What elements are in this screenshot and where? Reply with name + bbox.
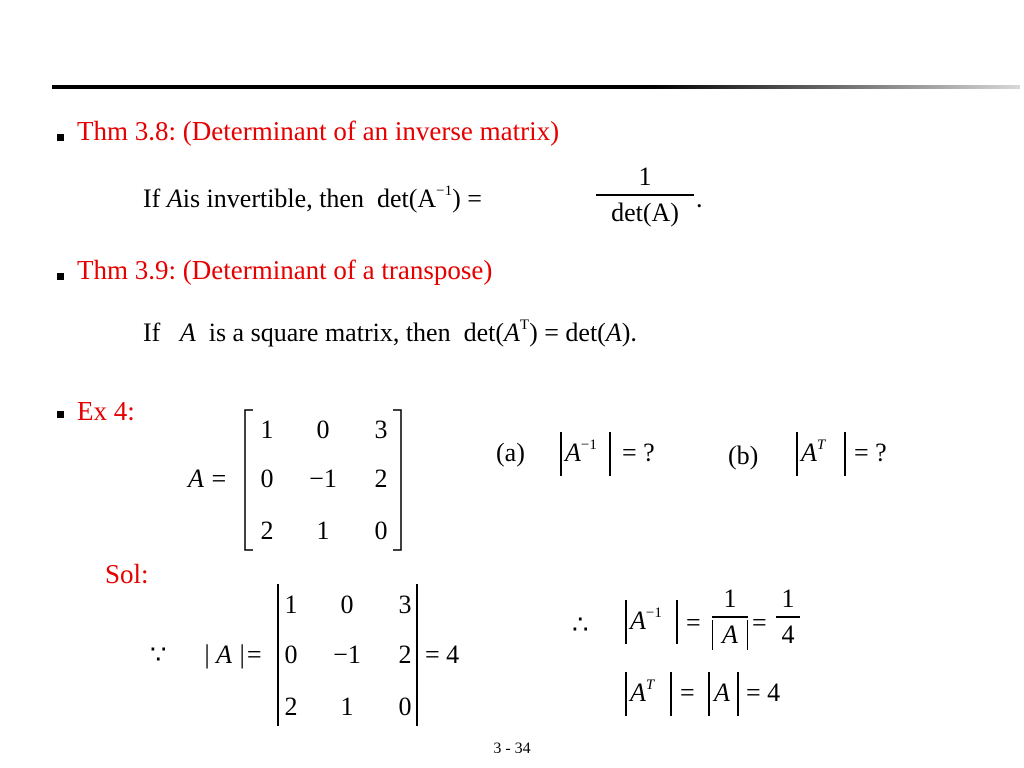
bullet-icon (57, 273, 64, 280)
ex4-part-a-var: $A^{-1}$ (565, 437, 597, 467)
thm38-if: If (143, 184, 161, 213)
matrix-cell: 1 (316, 516, 330, 545)
thm38-denominator: det(A) (611, 197, 679, 227)
matrix-cell: 0 (398, 692, 412, 721)
sol-therefore-symbol: ∴ (572, 610, 589, 639)
thm38-statement (143, 184, 482, 214)
matrix-cell: 3 (398, 590, 412, 619)
thm39-det-open: det( (463, 318, 505, 347)
sol-frac-num: 1 (723, 584, 737, 613)
bullet-icon (57, 411, 64, 418)
sol-because-symbol: ∵ (150, 640, 167, 669)
sol-frac-one-over-abs-a (712, 584, 748, 650)
matrix-cell: 2 (374, 464, 388, 493)
matrix-cell: 2 (260, 516, 274, 545)
thm38-numerator: 1 (638, 162, 652, 191)
thm38-invertible: is invertible (182, 184, 307, 213)
sol-det-a-text: | A |= (203, 640, 263, 669)
thm39-heading: Thm 3.9: (Determinant of a transpose) (77, 255, 493, 285)
ex4-part-b-tail: = ? (854, 438, 887, 467)
thm38-fraction (596, 162, 694, 228)
sol-frac-den: A (712, 620, 748, 650)
abs-bar-right (670, 672, 672, 716)
matrix-cell: 2 (398, 640, 412, 669)
abs-bar-left (625, 600, 627, 644)
ex4-part-b-sup: T (816, 437, 826, 453)
sol-heading: Sol: (105, 559, 149, 589)
abs-bar-right (676, 600, 678, 644)
abs-bar-right (844, 432, 846, 476)
abs-bar-left (708, 672, 710, 716)
abs-bar-left (796, 432, 798, 476)
abs-bar-left (625, 672, 627, 716)
thm39-var-a: A (179, 318, 196, 347)
matrix-cell: 0 (260, 464, 274, 493)
matrix-cell: 2 (284, 692, 298, 721)
thm39-var-a2: A (504, 318, 520, 347)
matrix-cell: 0 (316, 415, 330, 444)
sol-eq-sign: = (680, 678, 695, 707)
ex4-part-b-var: $A^T$ (801, 437, 826, 467)
fraction-bar (712, 616, 748, 618)
sol-eq-sign: = (686, 608, 701, 637)
thm38-then: , then (306, 184, 364, 213)
sol-eq-sign: = (752, 608, 767, 637)
matrix-cell: 0 (340, 590, 354, 619)
ex4-part-a-tail: = ? (622, 438, 655, 467)
thm38-exp-inv: −1 (436, 183, 453, 199)
fraction-bar (776, 616, 800, 618)
abs-bar-left (560, 432, 562, 476)
title-divider (52, 85, 1020, 89)
sol-a-transpose: $A^T$ (630, 677, 655, 707)
matrix-cell: −1 (333, 640, 361, 669)
thm39-statement (143, 318, 637, 348)
matrix-cell: −1 (309, 464, 337, 493)
thm39-var-a3: A (605, 318, 622, 347)
matrix-cell: 3 (374, 415, 388, 444)
sol-a-inv: $A^{-1}$ (630, 605, 662, 635)
sol-final: = 4 (746, 678, 781, 707)
matrix-cell: 0 (284, 640, 298, 669)
ex4-part-a-label: (a) (496, 438, 525, 467)
sol-frac-den: 4 (781, 619, 795, 649)
sol-frac-one-quarter (776, 584, 800, 650)
ex4-a-eq-text: A = (188, 464, 228, 493)
fraction-bar (596, 194, 694, 196)
bullet-icon (57, 134, 64, 141)
abs-bar-right (737, 672, 739, 716)
matrix-cell: 1 (340, 692, 354, 721)
thm38-period: . (696, 184, 703, 213)
sol-det-a (203, 640, 263, 670)
sol-eq-4: = 4 (425, 640, 460, 669)
thm38-det-lhs: det(A (376, 184, 437, 213)
sol-frac-num: 1 (781, 584, 795, 613)
thm38-heading: Thm 3.8: (Determinant of an inverse matrix) (77, 116, 560, 146)
thm39-end: ). (621, 318, 637, 347)
sol-inv-sup: −1 (645, 605, 662, 621)
matrix-cell: 1 (260, 415, 274, 444)
sol-abs-a: A (714, 678, 730, 707)
thm39-eq-det: ) = det( (529, 318, 606, 347)
sol-t-sup: T (645, 677, 655, 693)
ex4-a-equals (188, 464, 227, 494)
ex4-part-a-sup: −1 (580, 437, 597, 453)
page-number: 3 - 34 (493, 740, 531, 757)
thm39-mid: is a square matrix, then (208, 318, 451, 347)
ex4-heading: Ex 4: (77, 396, 135, 426)
matrix-cell: 1 (284, 590, 298, 619)
thm39-if: If (143, 318, 161, 347)
abs-bar-right (609, 432, 611, 476)
matrix-cell: 0 (374, 516, 388, 545)
thm39-sup-t: T (519, 317, 530, 333)
thm38-var-a: A (166, 184, 183, 213)
ex4-part-b-label: (b) (728, 441, 759, 470)
thm38-close-eq: ) = (452, 184, 482, 213)
